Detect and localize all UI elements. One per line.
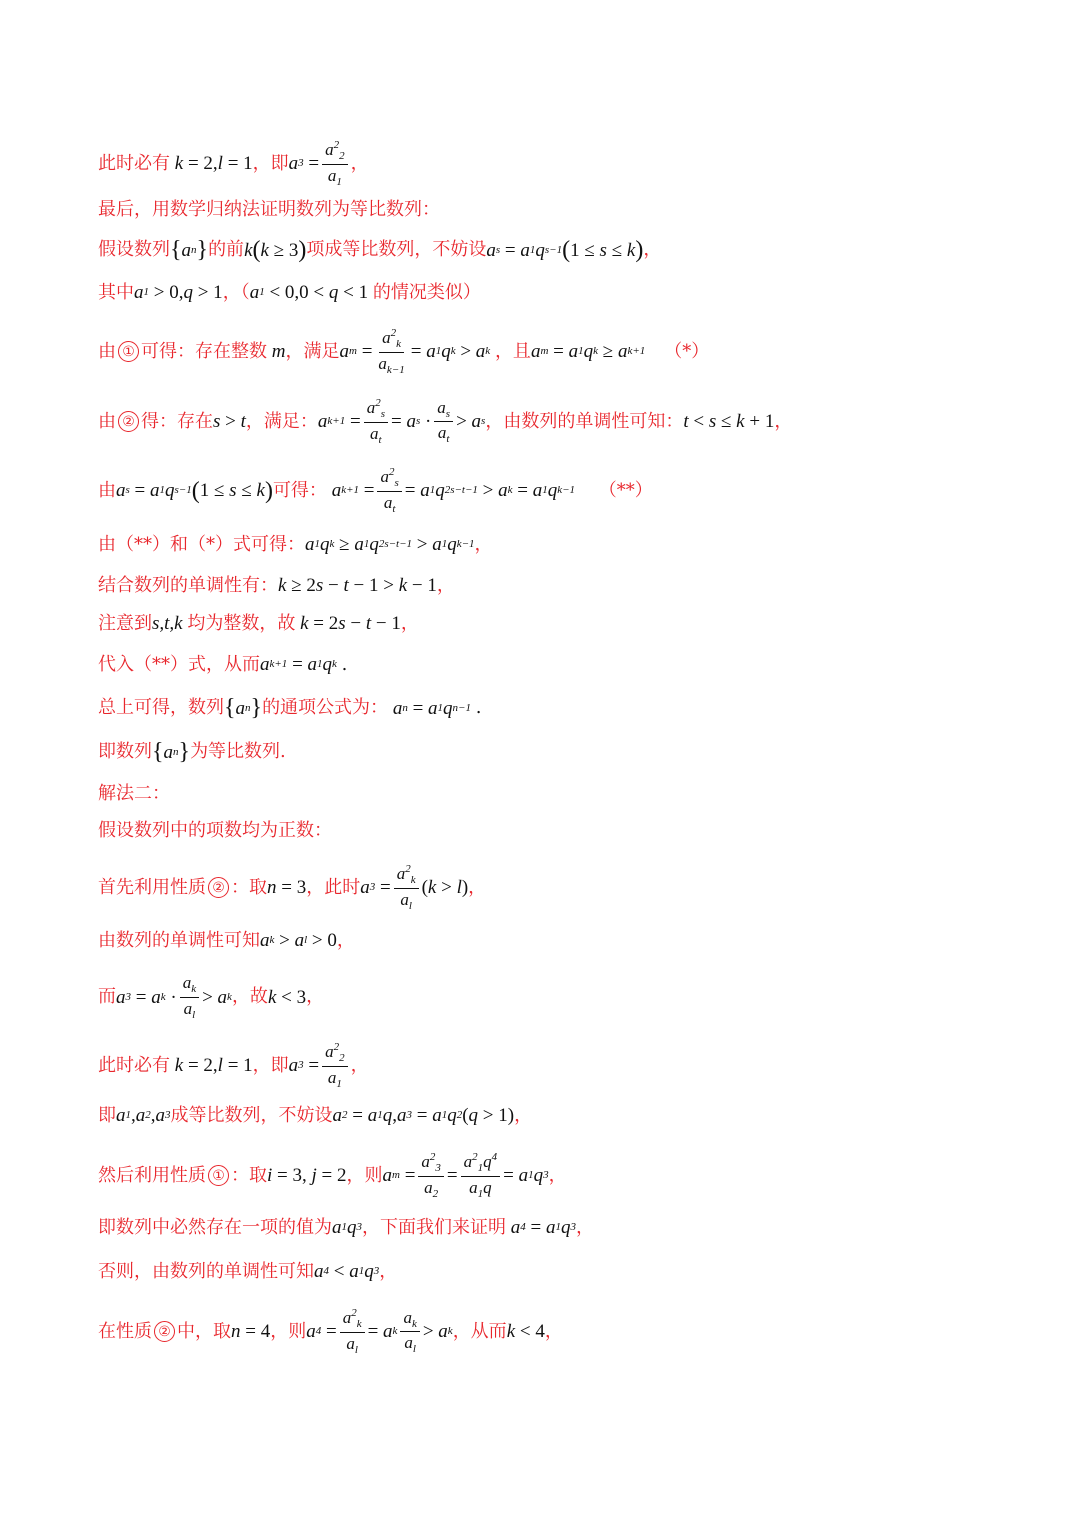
- text: .: [475, 697, 482, 718]
- math: a s = a 1 q s−1 ( 1 ≤ s ≤ k ): [116, 477, 273, 504]
- math: a s = a 1 q s−1 ( 1 ≤ s ≤ k ): [486, 237, 644, 263]
- line-18: [98, 972, 324, 1022]
- text: ，: [514, 1104, 533, 1126]
- line-14: [98, 785, 170, 803]
- text: 此时必有: [98, 152, 170, 174]
- circled-two: ②: [208, 877, 229, 898]
- math: k ( k ≥ 3 ): [244, 237, 307, 263]
- math: { a n }: [170, 237, 209, 263]
- math: t < s ≤ k + 1: [683, 411, 775, 433]
- text: ，从而: [452, 1320, 507, 1342]
- text: 总上可得，数列: [98, 697, 224, 718]
- math: k ≥ 2 s − t − 1 > k − 1: [278, 575, 437, 596]
- text: ，: [350, 152, 369, 174]
- line-3: [98, 238, 661, 262]
- text: 解法二：: [98, 783, 170, 804]
- text: 由数列的单调性可知: [98, 929, 260, 951]
- math: a 3 = a k · $\frac{a_k}{a_l}$ > a k: [116, 973, 232, 1021]
- circled-two: ②: [118, 411, 139, 432]
- math: i = 3, j = 2: [267, 1165, 347, 1187]
- math: { a n }: [152, 739, 191, 765]
- text: 否则，由数列的单调性可知: [98, 1260, 314, 1282]
- text: ，: [400, 612, 419, 634]
- text: 得：存在: [141, 410, 213, 432]
- math: k < 3: [267, 986, 307, 1008]
- math: a 3 = $\frac{a^2_k}{a_l}$ ( k > l ): [360, 863, 469, 912]
- text: 代入（**）式，从而: [98, 653, 260, 675]
- text: 均为整数，故: [187, 612, 296, 634]
- text: 由: [98, 479, 116, 501]
- line-11: [98, 655, 347, 674]
- circled-two: ②: [154, 1321, 175, 1342]
- math: a 3 = $\frac{a^2_2}{a_1}$: [289, 138, 351, 189]
- math: a k+1 = a 1 q k: [260, 654, 337, 675]
- text: 的前: [208, 239, 245, 260]
- text: ，: [548, 1164, 567, 1186]
- math: s,t,k: [152, 613, 188, 634]
- text: 的情况类似）: [372, 281, 481, 303]
- line-21: [98, 1150, 567, 1201]
- math: a n = a 1 q n−1: [388, 697, 471, 719]
- text: .: [341, 653, 348, 675]
- math: a k+1 = $\frac{a^2_s}{a_t}$ = a s · $\frac{a_s}{a_t}$ > a s: [317, 397, 486, 446]
- text: 即数列: [98, 741, 152, 762]
- text: ，则: [270, 1320, 307, 1342]
- math: k = 2, l = 1: [170, 1055, 253, 1077]
- math: s > t: [213, 411, 246, 433]
- line-12: [98, 696, 481, 720]
- text: ，且: [494, 340, 531, 362]
- line-8: [98, 535, 493, 554]
- text: （*）: [664, 340, 710, 362]
- text: ，满足：: [245, 410, 318, 432]
- line-23: [98, 1262, 397, 1281]
- text: 即: [98, 1104, 116, 1126]
- text: ，: [336, 929, 355, 951]
- math: a k > a l > 0: [260, 930, 337, 951]
- math: a 4 = $\frac{a^2_k}{a_l}$ = a k $\frac{a_k}{a_l}$ > a k: [306, 1307, 453, 1356]
- text: ，即: [252, 152, 289, 174]
- math: a 4 < a 1 q 3: [314, 1261, 380, 1282]
- text: ：取: [231, 876, 267, 898]
- text: 然后利用性质: [98, 1164, 206, 1186]
- text: ，: [474, 533, 493, 555]
- text: ，: [306, 986, 325, 1008]
- line-13: [98, 740, 286, 764]
- line-10: [98, 614, 419, 633]
- line-5: [98, 326, 709, 377]
- text: 可得：存在整数: [141, 340, 267, 362]
- text: ，: [468, 876, 487, 898]
- line-4: [98, 283, 481, 302]
- text: ，故: [231, 986, 268, 1008]
- text: ，此时: [306, 876, 361, 898]
- math: a 4 = a 1 q 3: [506, 1217, 576, 1238]
- text: 结合数列的单调性有：: [98, 574, 278, 596]
- math: a 1 q k ≥ a 1 q 2s−t−1 > a 1 q k−1: [305, 534, 475, 555]
- text: ，（: [222, 281, 250, 303]
- text: ，则: [346, 1164, 383, 1186]
- math: n = 4: [231, 1321, 271, 1343]
- text: ，: [436, 574, 455, 596]
- text: 由: [98, 340, 116, 362]
- text: 其中: [98, 281, 134, 303]
- math: k < 4: [506, 1321, 545, 1343]
- math: a m = a 1 q k ≥ a k+1: [530, 341, 646, 363]
- line-24: [98, 1306, 563, 1357]
- text: ，下面我们来证明: [362, 1216, 506, 1238]
- text: ，: [774, 410, 793, 432]
- text: ，: [544, 1320, 563, 1342]
- text: （**）: [598, 479, 653, 501]
- math: a k+1 = $\frac{a^2_s}{a_t}$ = a 1 q 2s−t−1 > a k = a 1 q k−1: [326, 466, 576, 515]
- text: 可得：: [272, 479, 327, 501]
- text: 的通项公式为：: [262, 697, 389, 718]
- line-17: [98, 931, 355, 950]
- math: a 1 < 0,0 < q < 1: [249, 282, 373, 303]
- text: ：取: [231, 1164, 267, 1186]
- text: 由（**）和（*）式可得：: [98, 533, 305, 555]
- math: a 1 q 3: [332, 1217, 362, 1238]
- math: k = 2 s − t − 1: [295, 613, 401, 634]
- text: ，: [643, 239, 662, 260]
- text: 而: [98, 986, 116, 1008]
- circled-one: ①: [118, 341, 139, 362]
- text: ，: [379, 1260, 398, 1282]
- text: 即数列中必然存在一项的值为: [98, 1216, 332, 1238]
- text: ，: [575, 1216, 594, 1238]
- text: ，满足: [285, 340, 340, 362]
- line-19: [98, 1040, 369, 1091]
- text: 假设数列: [98, 239, 170, 260]
- text: ，: [350, 1054, 369, 1076]
- line-15: [98, 822, 332, 840]
- text: 中，取: [177, 1320, 231, 1342]
- text: 此时必有: [98, 1054, 170, 1076]
- math: k = 2, l = 1: [170, 153, 253, 175]
- math: n = 3: [267, 877, 307, 899]
- math: { a n }: [224, 695, 263, 721]
- line-9: [98, 576, 455, 595]
- text: 成等比数列，不妨设: [170, 1104, 333, 1126]
- text: 注意到: [98, 612, 152, 634]
- circled-one: ①: [208, 1165, 229, 1186]
- math: a 2 = a 1 q , a 3 = a 1 q 2 ( q > 1): [332, 1105, 515, 1126]
- math: a m = $\frac{a^2_k}{a_{k-1}}$ = a 1 q k > a k: [339, 327, 491, 376]
- text: 首先利用性质: [98, 876, 206, 898]
- text: ，即: [252, 1054, 289, 1076]
- line-20: [98, 1106, 532, 1125]
- math: a 1 , a 2 , a 3: [116, 1105, 171, 1126]
- line-16: [98, 862, 486, 913]
- text: 在性质: [98, 1320, 152, 1342]
- line-6: [98, 396, 792, 447]
- math: a 3 = $\frac{a^2_2}{a_1}$: [289, 1040, 351, 1091]
- line-22: [98, 1218, 594, 1237]
- text: 项成等比数列，不妨设: [306, 239, 487, 260]
- line-2: [98, 201, 440, 219]
- text: 为等比数列.: [190, 741, 286, 762]
- math: a m = $\frac{a^2_3}{a_2}$ = $\frac{a^2_1q^4}{a_1q}$ = a 1 q 3: [382, 1151, 549, 1200]
- line-1: [98, 138, 369, 189]
- text: ，由数列的单调性可知：: [485, 410, 684, 432]
- text: 假设数列中的项数均为正数：: [98, 820, 332, 841]
- math: a 1 > 0, q > 1: [134, 282, 223, 303]
- math: m: [267, 341, 286, 363]
- line-7: [98, 465, 653, 516]
- text: 由: [98, 410, 116, 432]
- text: 最后，用数学归纳法证明数列为等比数列：: [98, 199, 440, 220]
